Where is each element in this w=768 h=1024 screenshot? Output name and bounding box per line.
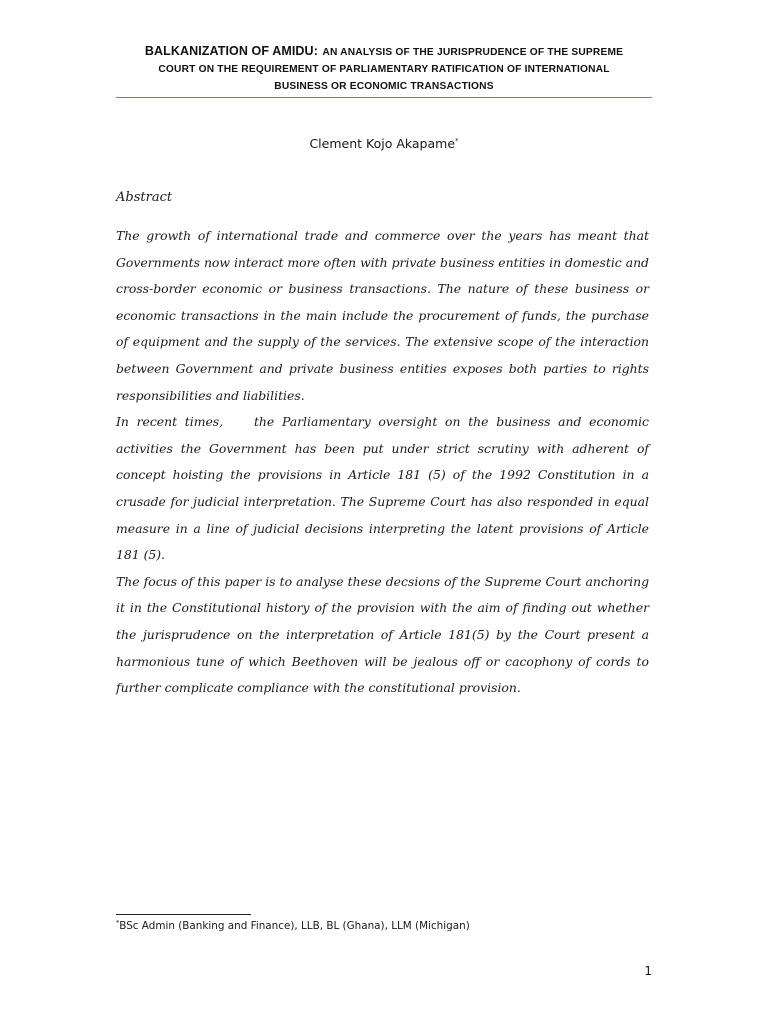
footnote-divider bbox=[116, 914, 251, 915]
paper-title bbox=[116, 42, 652, 95]
footnote bbox=[116, 920, 470, 932]
title-line-3: BUSINESS OR ECONOMIC TRANSACTIONS bbox=[274, 81, 494, 92]
abstract-heading: Abstract bbox=[116, 190, 173, 205]
title-line-2: COURT ON THE REQUIREMENT OF PARLIAMENTARY RATIFICATION OF INTERNATIONAL bbox=[158, 64, 610, 75]
author-line bbox=[116, 136, 652, 151]
footnote-text: BSc Admin (Banking and Finance), LLB, BL (Ghana), LLM (Michigan) bbox=[119, 920, 470, 932]
footnote-marker: * bbox=[116, 918, 120, 927]
author-footnote-marker[interactable]: * bbox=[455, 136, 459, 145]
abstract-paragraph-1: The growth of international trade and commerce over the years has meant that Governments now interact more often with private business entities in domestic and cross-border economic or business transactions. The nature of these business or economic transactions in the main include the procurement of funds, the purchase of equipment and the supply of the services. The extensive scope of the interaction between Government and private business entities exposes both parties to rights responsibilities and liabilities. bbox=[116, 228, 649, 403]
abstract-paragraph-2: In recent times, the Parliamentary oversight on the business and economic activities the Government has been put under strict scrutiny with adherent of concept hoisting the provisions in Article 181 (5) of the 1992 Constitution in a crusade for judicial interpretation. The Supreme Court has also responded in equal measure in a line of judicial decisions interpreting the latent provisions of Article 181 (5). bbox=[116, 414, 653, 563]
author-name: Clement Kojo Akapame bbox=[309, 136, 456, 151]
title-line-1 bbox=[116, 42, 652, 61]
title-main: BALKANIZATION OF AMIDU: bbox=[144, 44, 318, 58]
title-line-1-rest: AN ANALYSIS OF THE JURISPRUDENCE OF THE SUPREME bbox=[322, 47, 624, 58]
abstract-paragraph-3: The focus of this paper is to analyse these decsions of the Supreme Court anchoring it in the Constitutional history of the provision with the aim of finding out whether the jurisprudence on the interpretation of Article 181(5) by the Court present a harmonious tune of which Beethoven will be jealous off or cacophony of cords to further complicate compliance with the constitutional provision. bbox=[116, 573, 649, 696]
header-divider bbox=[116, 97, 652, 98]
page-number: 1 bbox=[644, 964, 652, 978]
abstract-body bbox=[116, 223, 653, 702]
